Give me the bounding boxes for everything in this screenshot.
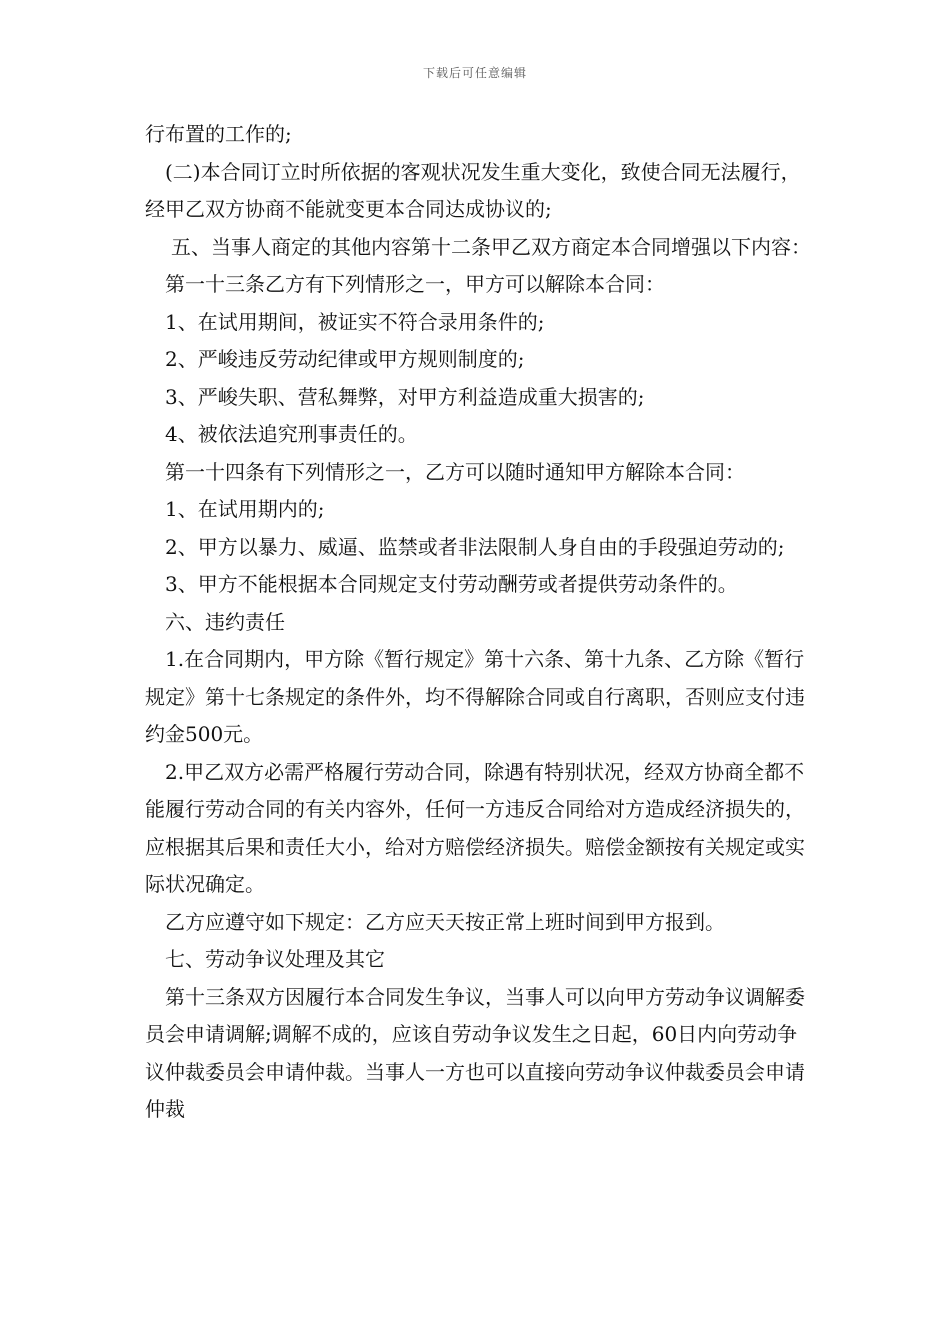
section-heading: 五、当事人商定的其他内容第十二条甲乙双方商定本合同增强以下内容： (171, 234, 811, 259)
paragraph: 行布置的工作的; (145, 122, 292, 146)
paragraph: (二)本合同订立时所依据的客观状况发生重大变化，致使合同无法履行，经甲乙双方协商不能就变更本合同达成协议的; (145, 159, 801, 221)
paragraph: 乙方应遵守如下规定：乙方应天天按正常上班时间到甲方报到。 (165, 909, 725, 934)
list-item: 2.甲乙双方必需严格履行劳动合同，除遇有特别状况，经双方协商全都不能履行劳动合同的有关内容外，任何一方违反合同给对方造成经济损失的，应根据其后果和责任大小，给对方赔偿经济损失。赔偿金额按有关规定或实际状况确定。 (145, 759, 805, 896)
list-item: 3、严峻失职、营私舞弊，对甲方利益造成重大损害的; (165, 384, 645, 409)
list-item: 3、甲方不能根据本合同规定支付劳动酬劳或者提供劳动条件的。 (165, 572, 738, 596)
list-item: 1、在试用期内的; (165, 497, 325, 521)
list-item: 4、被依法追究刑事责任的。 (165, 422, 418, 446)
paragraph: 第一十四条有下列情形之一，乙方可以随时通知甲方解除本合同： (165, 459, 745, 484)
section-heading: 七、劳动争议处理及其它 (165, 947, 385, 971)
list-item: 1.在合同期内，甲方除《暂行规定》第十六条、第十九条、乙方除《暂行规定》第十七条规定的条件外，均不得解除合同或自行离职，否则应支付违约金500元。 (145, 647, 805, 746)
document-body (145, 116, 817, 1129)
list-item: 2、严峻违反劳动纪律或甲方规则制度的; (165, 347, 525, 371)
list-item: 1、在试用期间，被证实不符合录用条件的; (165, 309, 545, 334)
list-item: 2、甲方以暴力、威逼、监禁或者非法限制人身自由的手段强迫劳动的; (165, 534, 785, 559)
page-header: 下载后可任意编辑 (422, 66, 527, 80)
paragraph: 第一十三条乙方有下列情形之一，甲方可以解除本合同： (165, 272, 665, 296)
section-heading: 六、违约责任 (165, 609, 285, 634)
paragraph: 第十三条双方因履行本合同发生争议，当事人可以向甲方劳动争议调解委员会申请调解;调解不成的，应该自劳动争议发生之日起，60日内向劳动争议仲裁委员会申请仲裁。当事人一方也可以直接向劳动争议仲裁委员会申请仲裁 (145, 984, 805, 1121)
